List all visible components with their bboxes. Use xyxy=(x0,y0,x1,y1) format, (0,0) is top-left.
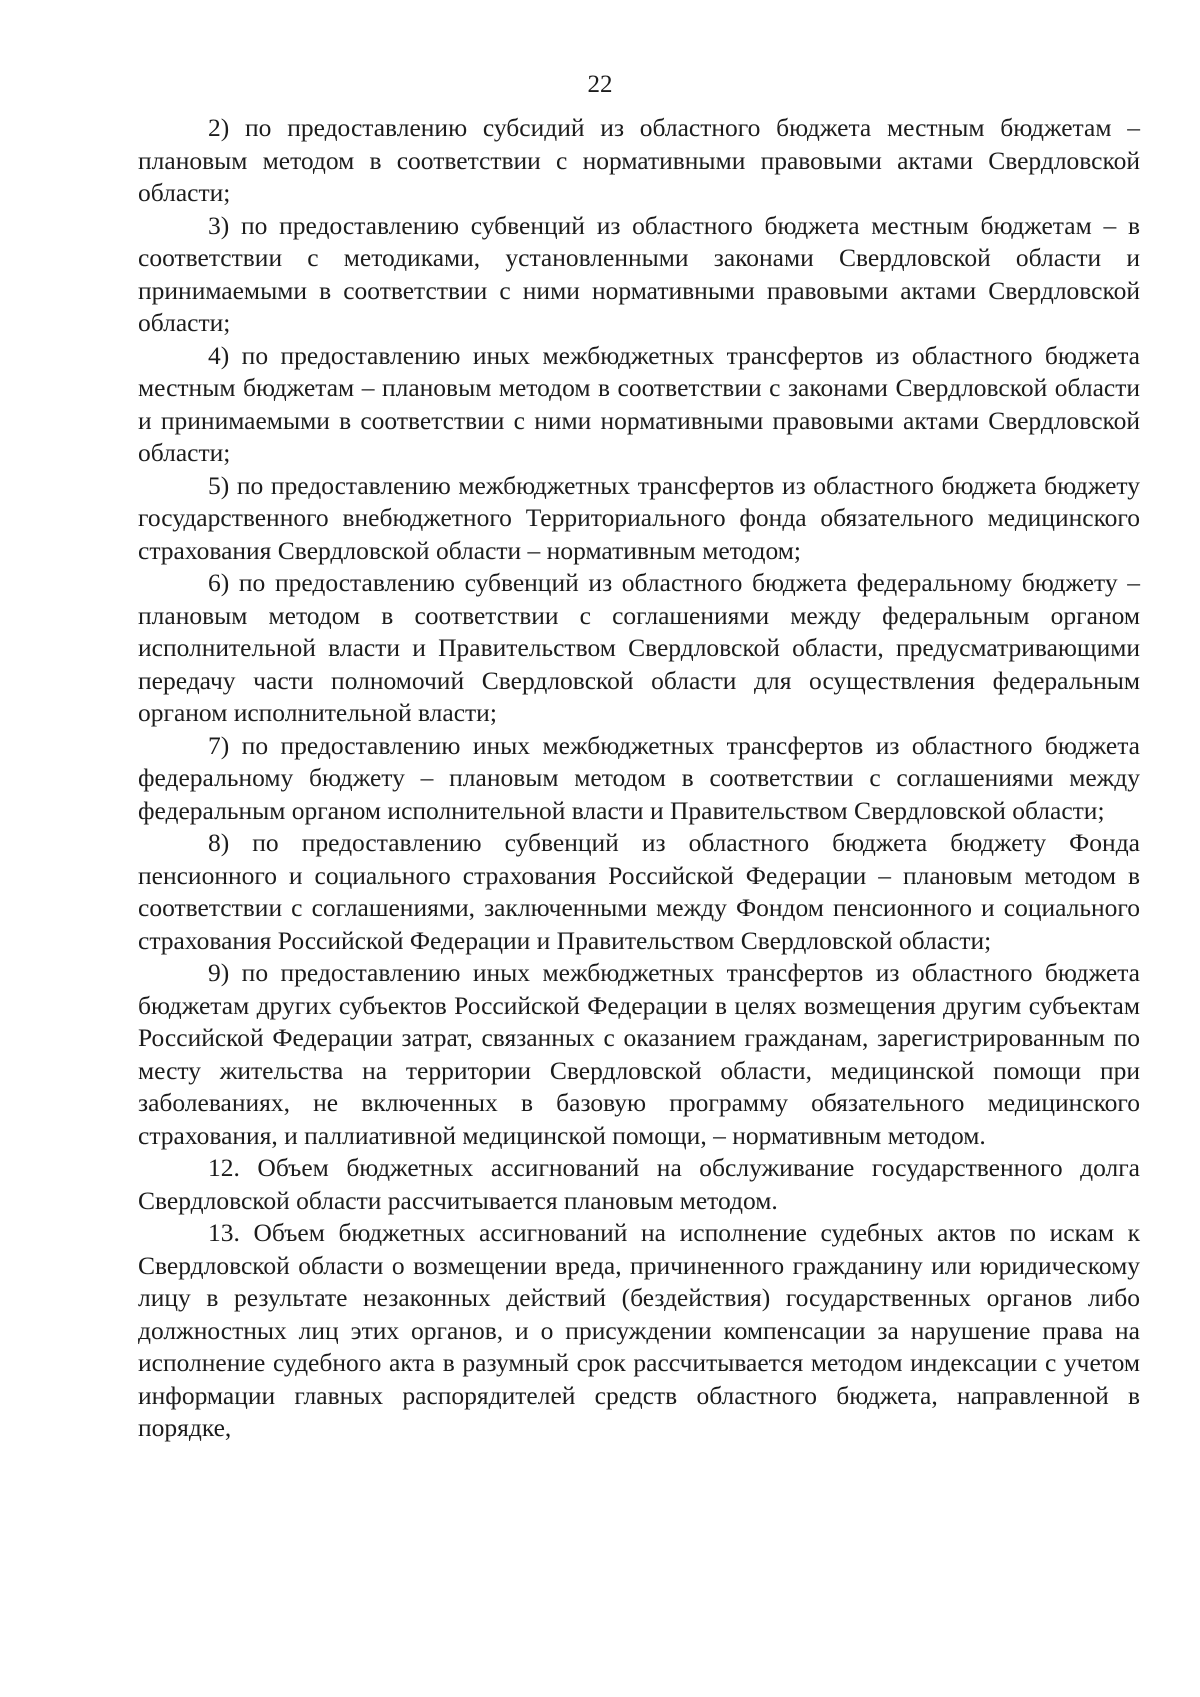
page-number: 22 xyxy=(587,71,613,98)
paragraph-item-9: 9) по предоставлению иных межбюджетных трансфертов из областного бюджета бюджетам других субъектов Российской Федерации в целях возмещения другим субъектам Российской Федерации затрат, связанных с оказанием гражданам, зарегистрированным по месту жительства на территории Свердловской области, медицинской помощи при заболеваниях, не включенных в базовую программу обязательного медицинского страхования, и паллиативной медицинской помощи, – нормативным методом. xyxy=(138,958,1140,1150)
paragraph-item-3: 3) по предоставлению субвенций из областного бюджета местным бюджетам – в соответствии с методиками, установленными законами Свердловской области и принимаемыми в соответствии с ними нормативными правовыми актами Свердловской области; xyxy=(138,210,1140,337)
document-body xyxy=(138,112,1140,1445)
paragraph-section-13: 13. Объем бюджетных ассигнований на исполнение судебных актов по искам к Свердловской области о возмещении вреда, причиненного гражданину или юридическому лицу в результате незаконных действий (бездействия) государственных органов либо должностных лиц этих органов, и о присуждении компенсации за нарушение права на исполнение судебного акта в разумный срок рассчитывается методом индексации с учетом информации главных распорядителей средств областного бюджета, направленной в порядке, xyxy=(138,1218,1140,1442)
paragraph-item-5: 5) по предоставлению межбюджетных трансфертов из областного бюджета бюджету государственного внебюджетного Территориального фонда обязательного медицинского страхования Свердловской области – нормативным методом; xyxy=(138,470,1140,565)
paragraph-section-12: 12. Объем бюджетных ассигнований на обслуживание государственного долга Свердловской области рассчитывается плановым методом. xyxy=(138,1153,1140,1215)
paragraph-item-6: 6) по предоставлению субвенций из областного бюджета федеральному бюджету – плановым методом в соответствии с соглашениями между федеральным органом исполнительной власти и Правительством Свердловской области, предусматривающими передачу части полномочий Свердловской области для осуществления федеральным органом исполнительной власти; xyxy=(138,568,1140,727)
paragraph-item-8: 8) по предоставлению субвенций из областного бюджета бюджету Фонда пенсионного и социального страхования Российской Федерации – плановым методом в соответствии с соглашениями, заключенными между Фондом пенсионного и социального страхования Российской Федерации и Правительством Свердловской области; xyxy=(138,828,1140,955)
paragraph-item-2: 2) по предоставлению субсидий из областного бюджета местным бюджетам – плановым методом в соответствии с нормативными правовыми актами Свердловской области; xyxy=(138,113,1140,207)
paragraph-item-4: 4) по предоставлению иных межбюджетных трансфертов из областного бюджета местным бюджетам – плановым методом в соответствии с законами Свердловской области и принимаемыми в соответствии с ними нормативными правовыми актами Свердловской области; xyxy=(138,340,1140,467)
paragraph-item-7: 7) по предоставлению иных межбюджетных трансфертов из областного бюджета федеральному бюджету – плановым методом в соответствии с соглашениями между федеральным органом исполнительной власти и Правительством Свердловской области; xyxy=(138,730,1140,825)
